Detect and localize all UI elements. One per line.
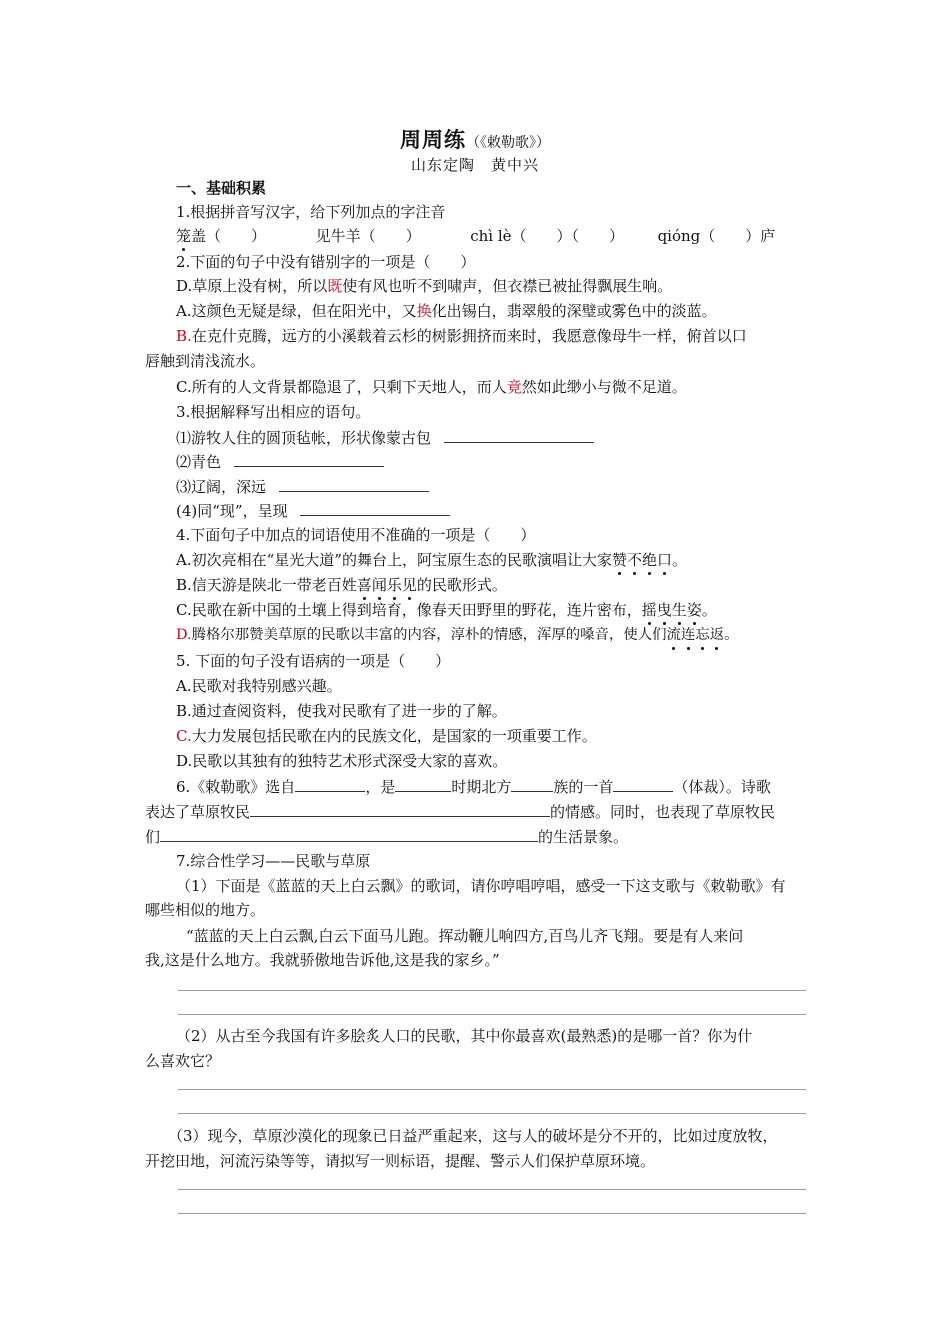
- answer-line[interactable]: [178, 1089, 806, 1090]
- answer-blank[interactable]: [250, 801, 550, 817]
- answer-line[interactable]: [178, 1014, 806, 1015]
- q6-line-3: 们 的生活景象。: [145, 828, 629, 846]
- q7-lyric-line1: “蓝蓝的天上白云飘,白云下面马儿跑。挥动鞭儿响四方,百鸟儿齐飞翔。要是有人来问: [186, 927, 744, 945]
- q4-stem: 4.下面句子中加点的词语使用不准确的一项是（ ）: [176, 526, 536, 544]
- q7-sub1-line1: （1）下面是《蓝蓝的天上白云飘》的歌词，请你哼唱哼唱，感受一下这支歌与《敕勒歌》有: [176, 877, 786, 895]
- q7-sub3-line2: 开挖田地，河流污染等等，请拟写一则标语，提醒、警示人们保护草原环境。: [145, 1152, 656, 1170]
- answer-blank[interactable]: [613, 776, 673, 792]
- q2-option-d: D.草原上没有树，所以既使有风也听不到啸声，但衣襟已被扯得飘展生响。: [176, 277, 673, 295]
- answer-blank[interactable]: [300, 500, 450, 516]
- q4-option-a: A.初次亮相在“星光大道”的舞台上，阿宝原生态的民歌演唱让大家赞不绝口。: [176, 551, 688, 569]
- q1-items: 笼盖（ ） 见牛羊（ ） chì lè（ ）（ ） qióng（ ）庐: [176, 227, 776, 245]
- answer-blank[interactable]: [234, 451, 384, 467]
- answer-blank[interactable]: [160, 826, 538, 842]
- q6-line-1: 6.《敕勒歌》选自 ，是 时期北方 族的一首 （体裁）。诗歌: [176, 778, 771, 796]
- q3-stem: 3.根据解释写出相应的语句。: [176, 403, 371, 421]
- q5-stem: 5. 下面的句子没有语病的一项是（ ）: [176, 652, 451, 670]
- q3-item-1: ⑴游牧人住的圆顶毡帐，形状像蒙古包: [176, 427, 594, 448]
- q2-option-a: A.这颜色无疑是绿，但在阳光中，又换化出锡白，翡翠般的深璧或雾色中的淡蓝。: [176, 302, 717, 320]
- q7-sub2-line1: （2）从古至今我国有许多脍炙人口的民歌，其中你最喜欢(最熟悉)的是哪一首？你为什: [176, 1027, 753, 1045]
- q7-sub3-line1: （3）现今，草原沙漠化的现象已日益严重起来，这与人的破坏是分不开的，比如过度放牧，: [168, 1127, 778, 1145]
- answer-blank[interactable]: [395, 776, 451, 792]
- q3-item-3: ⑶辽阔，深远: [176, 476, 429, 497]
- q3-item-2: ⑵青色: [176, 451, 384, 472]
- q7-sub2-line2: 么喜欢它？: [145, 1052, 221, 1070]
- q3-item-4: (4)同“现”，呈现: [176, 500, 450, 521]
- q4-option-b: B.信天游是陕北一带老百姓喜闻乐见的民歌形式。: [176, 576, 507, 594]
- q2-stem: 2.下面的句子中没有错别字的一项是（ ）: [176, 253, 476, 271]
- q1-stem: 1.根据拼音写汉字，给下列加点的字注音: [176, 203, 446, 221]
- page-subtitle: （《敕勒歌》）: [466, 135, 550, 151]
- title-block: [0, 124, 950, 154]
- answer-blank[interactable]: [279, 476, 429, 492]
- q6-line-2: 表达了草原牧民 的情感。同时，也表现了草原牧民: [145, 803, 776, 821]
- answer-line[interactable]: [178, 1189, 806, 1190]
- q5-option-c-text: 大力发展包括民歌在内的民族文化，是国家的一项重要工作。: [191, 727, 597, 745]
- author-line: 山东定陶 黄中兴: [410, 156, 539, 174]
- answer-blank[interactable]: [444, 427, 594, 443]
- answer-line[interactable]: [178, 1213, 806, 1214]
- section-heading: 一、基础积累: [176, 179, 267, 197]
- q4-option-d: D.腾格尔那赞美草原的民歌以丰富的内容，淳朴的情感，浑厚的嗓音，使人们流连忘返。: [176, 627, 739, 643]
- q7-sub1-line2: 哪些相似的地方。: [145, 901, 266, 919]
- answer-line[interactable]: [178, 990, 806, 991]
- q1-dotted-char: 笼: [176, 227, 192, 245]
- q2-option-b-cont: 唇触到清浅流水。: [145, 352, 266, 370]
- q5-option-c: C.大力发展包括民歌在内的民族文化，是国家的一项重要工作。: [176, 727, 597, 745]
- q5-option-a: A.民歌对我特别感兴趣。: [176, 677, 342, 695]
- q5-option-b: B.通过查阅资料，使我对民歌有了进一步的了解。: [176, 702, 507, 720]
- q7-stem: 7.综合性学习——民歌与草原: [176, 852, 371, 870]
- q5-option-d: D.民歌以其独有的独特艺术形式深受大家的喜欢。: [176, 752, 508, 770]
- q7-lyric-line2: 我,这是什么地方。我就骄傲地告诉他,这是我的家乡。”: [145, 951, 500, 969]
- answer-line[interactable]: [178, 1113, 806, 1114]
- q2-option-c: C.所有的人文背景都隐退了，只剩下天地人，而人竟然如此缈小与微不足道。: [176, 378, 687, 396]
- page-title: 周周练: [400, 127, 466, 152]
- answer-blank[interactable]: [295, 776, 365, 792]
- q2-option-b: B.在克什克腾，远方的小溪载着云杉的树影拥挤而来时，我愿意像母牛一样，俯首以口: [176, 327, 747, 345]
- answer-blank[interactable]: [511, 776, 553, 792]
- q4-option-c: C.民歌在新中国的土壤上得到培育，像春天田野里的野花，连片密布，摇曳生姿。: [176, 601, 717, 619]
